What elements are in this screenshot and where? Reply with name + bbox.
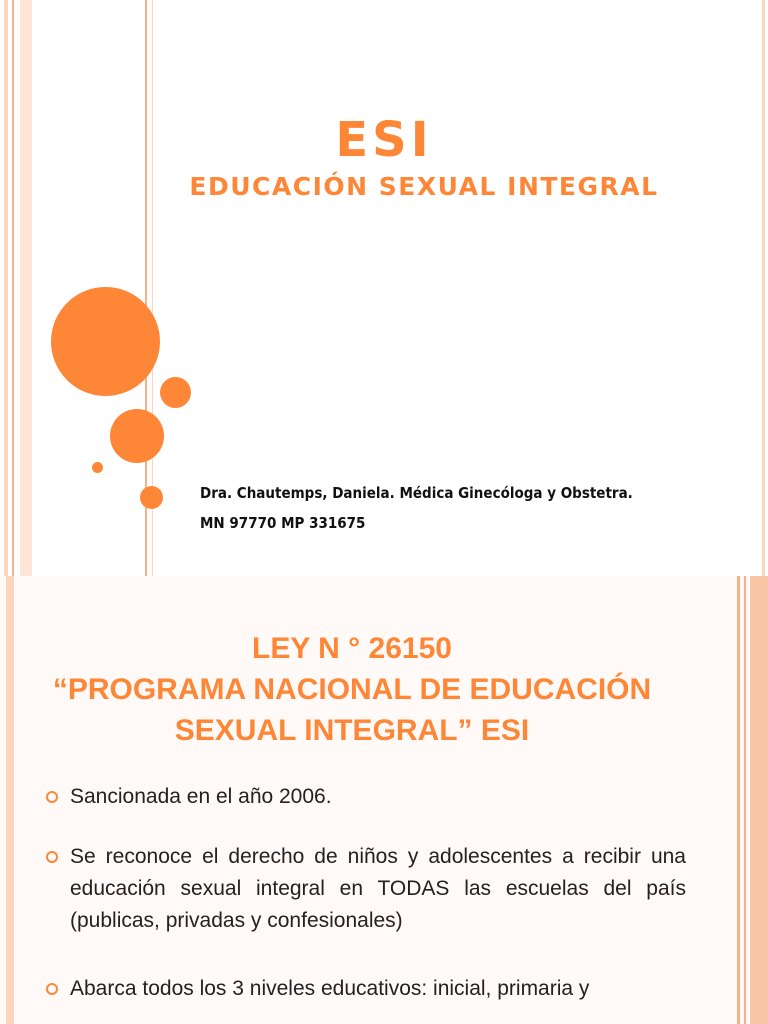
bullet-item	[46, 841, 686, 937]
slide-subtitle: EDUCACIÓN SEXUAL INTEGRAL	[189, 172, 659, 201]
decorative-circle-small	[160, 377, 191, 408]
decorative-stripe	[762, 0, 765, 576]
decorative-stripe	[20, 0, 32, 576]
decorative-circle-small	[140, 486, 163, 509]
decorative-stripe	[4, 0, 8, 576]
bullet-circle-icon	[46, 983, 58, 995]
decorative-circle-large	[51, 287, 160, 396]
decorative-stripe	[750, 576, 768, 1024]
decorative-circle-tiny	[92, 462, 103, 473]
title-line: LEY N ° 26150	[252, 632, 452, 665]
bullet-item	[46, 973, 686, 1005]
decorative-stripe	[12, 0, 14, 576]
slide-title	[40, 628, 664, 751]
decorative-stripe	[744, 576, 746, 1024]
bullet-text: Se reconoce el derecho de niños y adolescentes a recibir una educación sexual integral en TODAS las escuelas del país (publicas, privadas y confesionales)	[70, 845, 686, 932]
bullet-circle-icon	[46, 851, 58, 863]
decorative-stripe	[6, 576, 14, 1024]
bullet-item	[46, 781, 686, 813]
bullet-text: Abarca todos los 3 niveles educativos: inicial, primaria y	[70, 977, 590, 1000]
content-slide	[0, 576, 768, 1024]
title-line: SEXUAL INTEGRAL” ESI	[174, 714, 530, 747]
author-name: Dra. Chautemps, Daniela. Médica Ginecóloga y Obstetra.	[200, 484, 633, 502]
title-line: “PROGRAMA NACIONAL DE EDUCACIÓN	[52, 673, 652, 706]
bullet-circle-icon	[46, 791, 58, 803]
slide-title: ESI	[335, 112, 433, 168]
author-registration: MN 97770 MP 331675	[200, 514, 366, 532]
decorative-stripe	[737, 576, 740, 1024]
decorative-circle-medium	[110, 409, 164, 463]
bullet-list	[46, 781, 686, 1024]
bullet-text: Sancionada en el año 2006.	[70, 785, 332, 808]
